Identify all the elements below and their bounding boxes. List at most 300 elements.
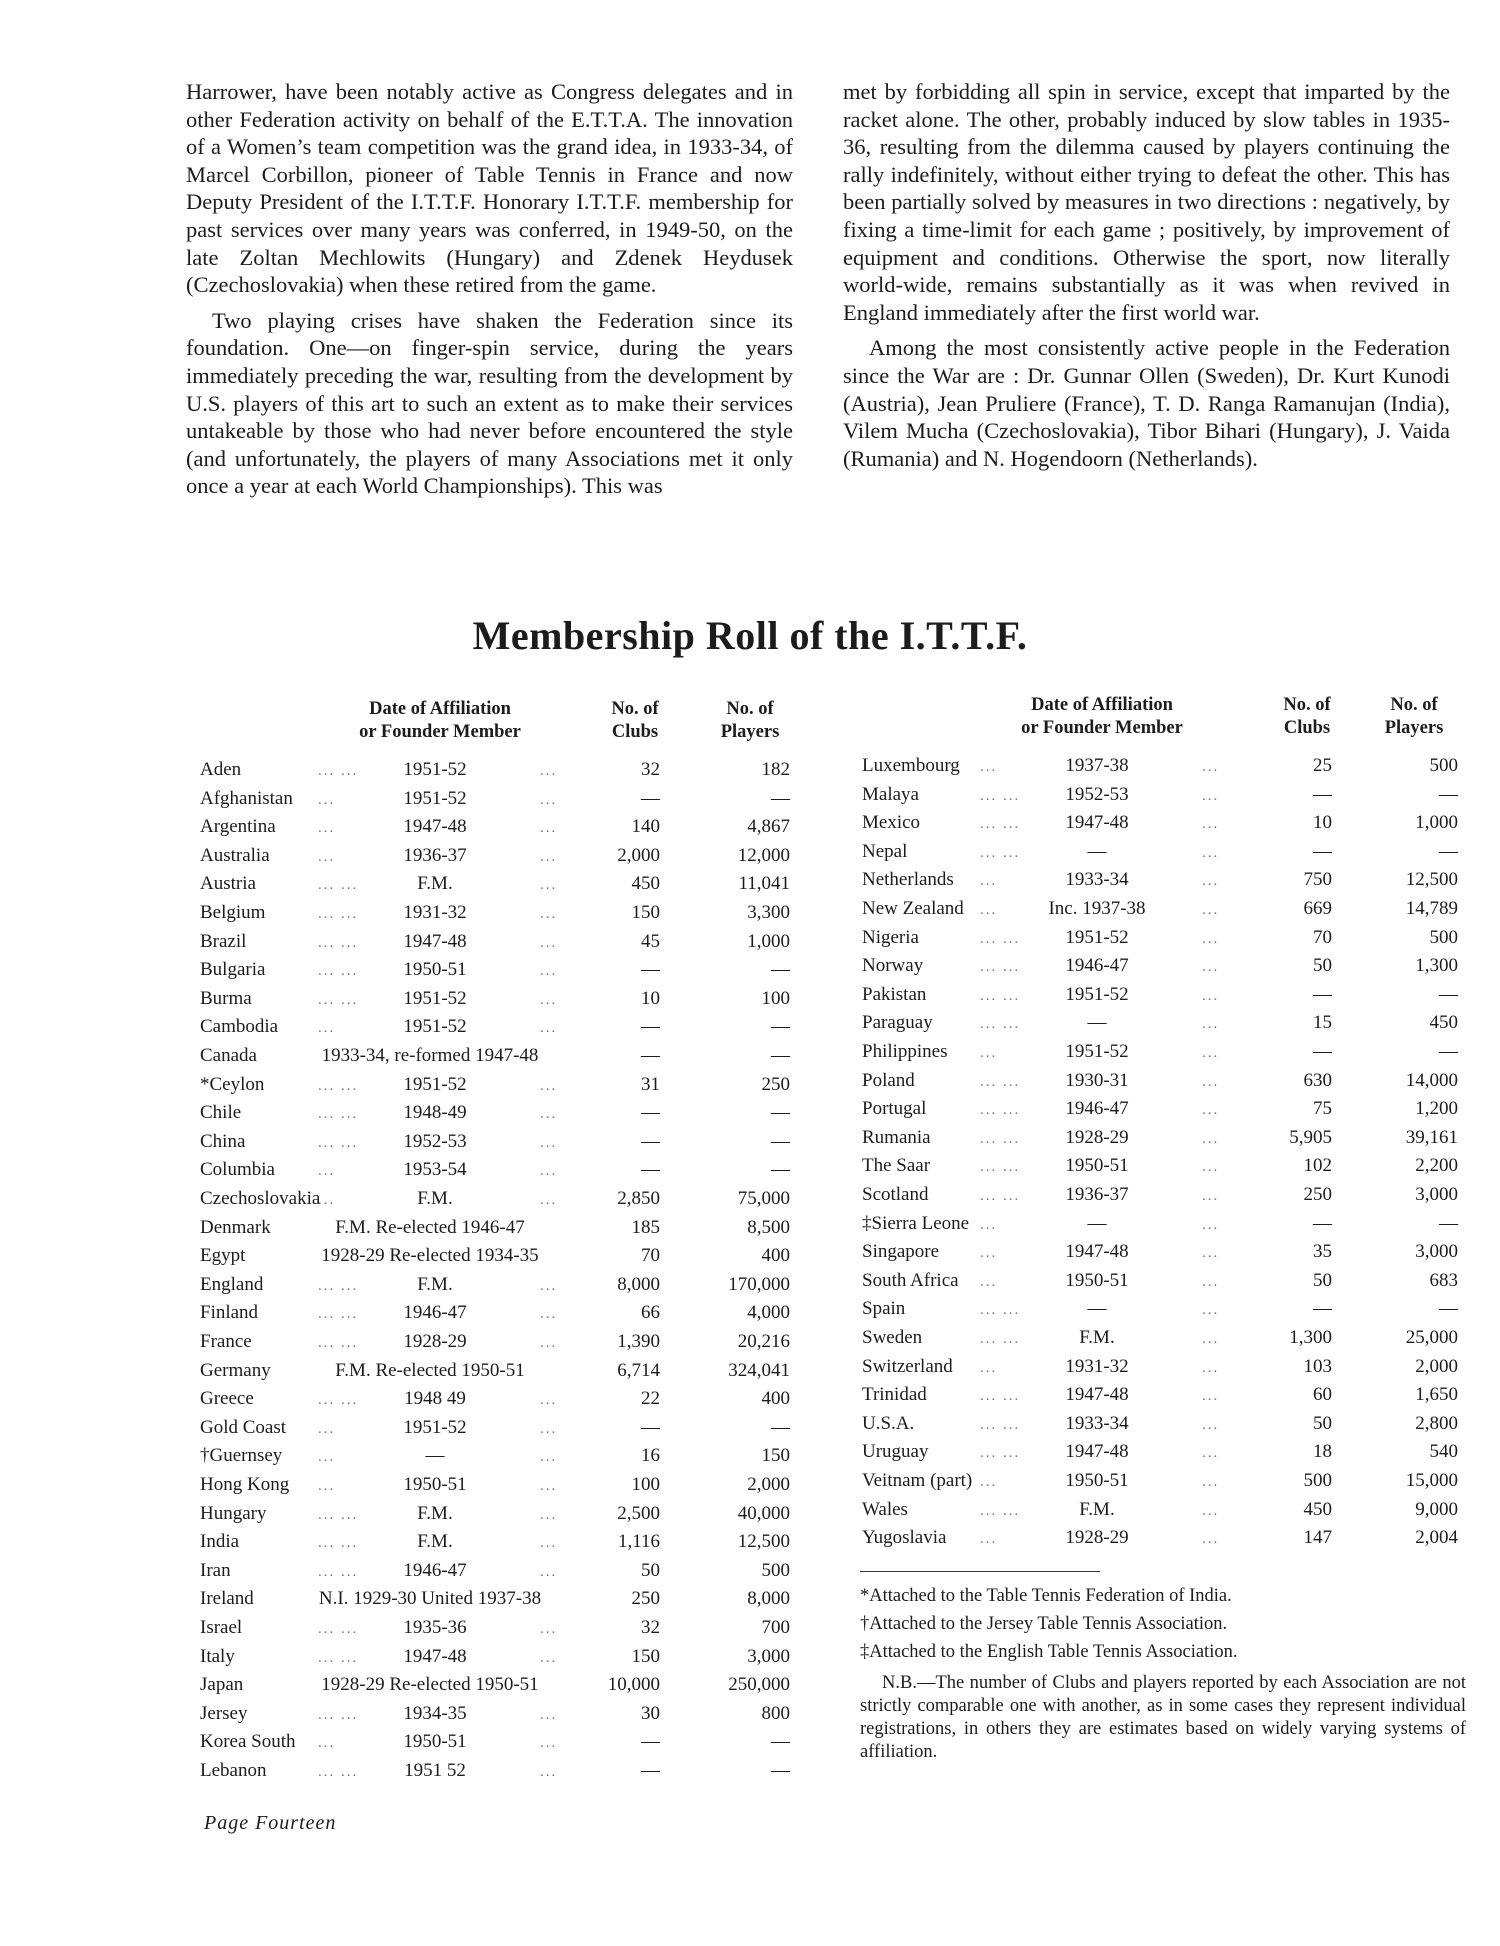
leader-dots: ... (1202, 873, 1220, 890)
leader-dots: ... ... (318, 877, 359, 894)
table-row (200, 1242, 810, 1270)
leader-dots: ... (1202, 1331, 1220, 1347)
players-count: 12,000 (737, 844, 790, 866)
country-name: Czechoslovakia (200, 1188, 321, 1209)
table-row (862, 1381, 1462, 1409)
country-name: Ireland (200, 1588, 254, 1610)
country-name: Korea South (200, 1731, 296, 1753)
country-name: Aden (200, 759, 242, 780)
clubs-count: 15 (1313, 1012, 1332, 1034)
country-name: England (200, 1273, 264, 1295)
table-row (200, 1385, 810, 1413)
players-count: — (771, 1159, 790, 1181)
affiliation-date: 1950-51 (1065, 1269, 1129, 1291)
country-name: The Saar (862, 1155, 931, 1177)
clubs-count: 8,000 (617, 1273, 660, 1295)
clubs-count: 250 (1303, 1184, 1332, 1205)
affiliation-date: 1950-51 (1065, 1155, 1129, 1177)
players-count: 2,800 (1415, 1412, 1458, 1434)
players-count: 700 (761, 1617, 790, 1638)
players-count: 2,004 (1415, 1527, 1458, 1549)
affiliation-date: 1951-52 (403, 987, 467, 1009)
leader-dots: ... (1202, 1045, 1220, 1061)
clubs-count: 2,000 (617, 844, 660, 866)
affiliation-date: 1946-47 (403, 1302, 467, 1324)
affiliation-date: 1951-52 (1065, 983, 1129, 1005)
leader-dots: ... (1202, 902, 1220, 918)
leader-dots: ... ... (980, 1130, 1021, 1147)
affiliation-date: — (1087, 840, 1107, 862)
clubs-count: 2,850 (617, 1188, 660, 1209)
table-row (200, 1185, 810, 1213)
header-players-line1: No. of (1390, 695, 1438, 715)
players-count: 170,000 (728, 1273, 790, 1295)
country-name: Egypt (200, 1245, 246, 1267)
players-count: 15,000 (1405, 1470, 1458, 1491)
clubs-count: — (641, 959, 660, 981)
country-name: Afghanistan (200, 787, 293, 809)
leader-dots: ... (318, 1449, 336, 1466)
leader-dots: ... (540, 934, 558, 951)
leader-dots: ... ... (318, 1621, 359, 1637)
players-count: — (771, 1045, 790, 1066)
leader-dots: ... (1202, 1388, 1220, 1405)
leader-dots: ... (1202, 787, 1220, 804)
affiliation-date: 1951-52 (403, 1016, 467, 1038)
leader-dots: ... (540, 1706, 558, 1723)
clubs-count: 1,300 (1289, 1327, 1332, 1348)
table-row (200, 1271, 810, 1299)
players-count: 14,789 (1405, 898, 1458, 919)
leader-dots: ... (540, 1449, 558, 1466)
clubs-count: 50 (1313, 1269, 1332, 1291)
leader-dots: ... (540, 1764, 558, 1780)
membership-roll-title: Membership Roll of the I.T.T.F. (472, 613, 1028, 658)
clubs-count: — (641, 1416, 660, 1438)
leader-dots: ... (540, 791, 558, 808)
leader-dots: ... ... (980, 1416, 1021, 1433)
players-count: 4,000 (747, 1302, 790, 1324)
country-name: Sweden (862, 1327, 923, 1348)
country-name: Nigeria (862, 926, 919, 948)
leader-dots: ... ... (980, 1188, 1021, 1204)
leader-dots: ... (540, 1134, 558, 1151)
leader-dots: ... (540, 1392, 558, 1409)
affiliation-date: 1951-52 (403, 1416, 467, 1438)
leader-dots: ... ... (980, 1388, 1021, 1405)
players-count: 75,000 (737, 1188, 790, 1209)
affiliation-date: Inc. 1937-38 (1048, 898, 1146, 919)
page-number-label: Page Fourteen (204, 1812, 337, 1834)
players-count: 40,000 (737, 1502, 790, 1524)
leader-dots: ... (1202, 844, 1220, 861)
leader-dots: ... (1202, 1073, 1220, 1090)
clubs-count: 60 (1313, 1384, 1332, 1406)
table-row (862, 1267, 1462, 1295)
footnote-divider (860, 1571, 1100, 1572)
table-row (200, 1728, 810, 1756)
country-name: Lebanon (200, 1760, 267, 1781)
table-row (862, 781, 1462, 809)
leader-dots: ... (318, 1192, 336, 1208)
header-players-line1: No. of (726, 699, 774, 719)
table-row (862, 1324, 1462, 1352)
right-text-column (843, 78, 1450, 480)
clubs-count: 35 (1313, 1241, 1332, 1263)
players-count: 800 (761, 1702, 790, 1724)
table-row (862, 1438, 1462, 1466)
clubs-count: 150 (631, 902, 660, 923)
leader-dots: ... ... (318, 906, 359, 922)
table-row (862, 952, 1462, 980)
affiliation-date: 1934-35 (403, 1702, 467, 1724)
leader-dots: ... (540, 1020, 558, 1037)
players-count: 182 (761, 759, 790, 780)
clubs-count: 150 (631, 1645, 660, 1667)
table-row (200, 1643, 810, 1671)
paragraph: Among the most consistently active people in the Federation since the War are : Dr. Gunnar Ollen (Sweden), Dr. Kurt Kunodi (Austria), Jean Pruliere (France), T. D. Ranga Ramanujan (India), Vilem Mucha (Czechoslovakia), Tibor Bihari (Hungary), J. Vaida (Rumania) and N. Hogendoorn (Netherlands). (843, 335, 1450, 471)
leader-dots: ... (1202, 1159, 1220, 1176)
affiliation-date: 1928-29 (1065, 1527, 1129, 1549)
country-name: U.S.A. (862, 1412, 915, 1434)
table-row (200, 1528, 810, 1556)
affiliation-date: F.M. (417, 1502, 453, 1524)
clubs-count: 25 (1313, 755, 1332, 776)
leader-dots: ... (980, 1531, 998, 1548)
leader-dots: ... (540, 1277, 558, 1294)
affiliation-date: 1947-48 (403, 930, 467, 952)
affiliation-date: 1950-51 (1065, 1470, 1129, 1491)
leader-dots: ... ... (980, 930, 1021, 947)
country-name: Wales (862, 1498, 908, 1520)
country-name: Portugal (862, 1098, 927, 1120)
table-row (200, 1071, 810, 1099)
leader-dots: ... (540, 1335, 558, 1351)
country-name: Italy (200, 1645, 235, 1667)
country-name: Trinidad (862, 1384, 927, 1406)
players-count: 150 (761, 1445, 790, 1467)
header-date (1002, 694, 1202, 740)
affiliation-date: 1931-32 (1065, 1355, 1129, 1377)
leader-dots: ... ... (318, 1335, 359, 1351)
players-count: 400 (761, 1388, 790, 1410)
table-row (862, 1210, 1462, 1238)
table-row (200, 985, 810, 1013)
players-count: 683 (1429, 1269, 1458, 1291)
table-row (200, 899, 810, 927)
clubs-count: 500 (1303, 1470, 1332, 1491)
country-name: South Africa (862, 1269, 959, 1291)
leader-dots: ... (540, 991, 558, 1008)
leader-dots: ... (1202, 1359, 1220, 1376)
table-row (862, 1038, 1462, 1066)
affiliation-date: 1950-51 (403, 1731, 467, 1753)
clubs-count: 32 (641, 1617, 660, 1638)
table-row (200, 1671, 810, 1699)
leader-dots: ... (540, 1563, 558, 1580)
affiliation-date: 1947-48 (403, 816, 467, 838)
players-count: 250 (761, 1073, 790, 1095)
players-count: 100 (761, 987, 790, 1009)
clubs-count: — (641, 1731, 660, 1753)
footnote-guernsey: †Attached to the Jersey Table Tennis Association. (860, 1614, 1228, 1634)
country-name: Germany (200, 1359, 271, 1381)
leader-dots: ... (1202, 1130, 1220, 1147)
leader-dots: ... (540, 820, 558, 837)
players-count: 2,000 (747, 1474, 790, 1495)
leader-dots: ... ... (980, 959, 1021, 976)
players-count: — (771, 1760, 790, 1781)
table-row (862, 1467, 1462, 1495)
players-count: 20,216 (737, 1331, 790, 1352)
leader-dots: ... ... (318, 1134, 359, 1151)
country-name: New Zealand (862, 898, 964, 919)
affiliation-date: 1933-34, re-formed 1947-48 (321, 1045, 539, 1066)
leader-dots: ... ... (980, 787, 1021, 804)
affiliation-date: N.I. 1929-30 United 1937-38 (318, 1588, 542, 1610)
header-players-line2: Players (1384, 718, 1444, 738)
clubs-count: 66 (641, 1302, 660, 1324)
table-row (862, 1238, 1462, 1266)
players-count: — (771, 787, 790, 809)
leader-dots: ... (1202, 1245, 1220, 1262)
table-row (200, 928, 810, 956)
leader-dots: ... (318, 820, 336, 837)
players-count: 3,300 (747, 902, 790, 923)
players-count: 1,000 (1415, 812, 1458, 834)
country-name: Poland (862, 1069, 915, 1091)
affiliation-date: F.M. (1079, 1498, 1115, 1520)
country-name: ‡Sierra Leone (862, 1212, 970, 1234)
clubs-count: 669 (1303, 898, 1332, 919)
country-name: France (200, 1331, 252, 1352)
table-row (862, 1067, 1462, 1095)
leader-dots: ... (980, 1045, 998, 1061)
leader-dots: ... ... (980, 1502, 1021, 1519)
country-name: Pakistan (862, 983, 927, 1005)
clubs-count: 6,714 (617, 1359, 660, 1381)
affiliation-date: 1951-52 (403, 759, 467, 780)
clubs-count: — (641, 787, 660, 809)
country-name: Columbia (200, 1159, 275, 1181)
leader-dots: ... (318, 1420, 336, 1437)
players-count: 4,867 (747, 816, 790, 838)
leader-dots: ... ... (980, 816, 1021, 833)
country-name: India (200, 1531, 240, 1553)
country-name: *Ceylon (200, 1073, 265, 1095)
leader-dots: ... (1202, 1416, 1220, 1433)
country-name: Spain (862, 1298, 906, 1320)
leader-dots: ... (318, 1020, 336, 1037)
table-row (200, 1214, 810, 1242)
affiliation-date: 1933-34 (1065, 869, 1129, 891)
leader-dots: ... (1202, 1502, 1220, 1519)
clubs-count: 32 (641, 759, 660, 780)
country-name: Netherlands (862, 869, 954, 891)
leader-dots: ... (318, 1735, 336, 1752)
country-name: Burma (200, 987, 252, 1009)
players-count: — (771, 1130, 790, 1152)
table-row (862, 866, 1462, 894)
players-count: 1,000 (747, 930, 790, 952)
affiliation-date: F.M. (1079, 1327, 1115, 1348)
country-name: Hong Kong (200, 1474, 290, 1495)
players-count: 450 (1429, 1012, 1458, 1034)
clubs-count: — (641, 1159, 660, 1181)
leader-dots: ... (1202, 1102, 1220, 1119)
clubs-count: 31 (641, 1073, 660, 1095)
leader-dots: ... ... (318, 934, 359, 951)
players-count: — (771, 1731, 790, 1753)
clubs-count: — (641, 1760, 660, 1781)
affiliation-date: 1950-51 (403, 1474, 467, 1495)
clubs-count: 1,116 (617, 1531, 660, 1553)
country-name: Japan (200, 1674, 244, 1696)
leader-dots: ... ... (318, 1306, 359, 1323)
header-date (340, 698, 540, 744)
affiliation-date: F.M. (417, 1273, 453, 1295)
players-count: 540 (1429, 1441, 1458, 1463)
leader-dots: ... (540, 763, 558, 779)
clubs-count: 100 (631, 1474, 660, 1495)
players-count: — (771, 1102, 790, 1124)
leader-dots: ... ... (318, 1706, 359, 1723)
affiliation-date: 1947-48 (1065, 1384, 1129, 1406)
header-players (1374, 694, 1454, 740)
table-row (862, 1496, 1462, 1524)
country-name: Israel (200, 1617, 243, 1638)
clubs-count: 30 (641, 1702, 660, 1724)
players-count: 8,000 (747, 1588, 790, 1610)
affiliation-date: 1948-49 (403, 1102, 467, 1124)
affiliation-date: F.M. (417, 1188, 453, 1209)
leader-dots: ... ... (980, 844, 1021, 861)
leader-dots: ... (540, 1735, 558, 1752)
players-count: 39,161 (1405, 1126, 1458, 1148)
table-row (862, 1524, 1462, 1552)
table-row (200, 1099, 810, 1127)
header-clubs-line2: Clubs (1283, 718, 1331, 738)
leader-dots: ... ... (318, 1506, 359, 1523)
header-date-line2: or Founder Member (359, 722, 521, 742)
table-row (200, 1328, 810, 1356)
affiliation-date: F.M. Re-elected 1950-51 (335, 1359, 525, 1381)
affiliation-date: — (1087, 1012, 1107, 1034)
clubs-count: 18 (1313, 1441, 1332, 1463)
leader-dots: ... ... (980, 1159, 1021, 1176)
table-row (200, 1128, 810, 1156)
table-row (200, 956, 810, 984)
players-count: 500 (761, 1559, 790, 1581)
players-count: — (771, 1016, 790, 1038)
table-row (862, 1295, 1462, 1323)
players-count: 9,000 (1415, 1498, 1458, 1520)
table-row (200, 756, 810, 784)
footnote-ceylon: *Attached to the Table Tennis Federation of India. (860, 1586, 1232, 1606)
affiliation-date: 1951-52 (1065, 1041, 1129, 1062)
clubs-count: 16 (641, 1445, 660, 1467)
leader-dots: ... ... (318, 1392, 359, 1409)
table-row (862, 895, 1462, 923)
paragraph: Harrower, have been notably active as Congress delegates and in other Federation activity on behalf of the E.T.T.A. The innovation of a Women’s team competition was the grand idea, in 1933-34, of Marcel Corbillon, pioneer of Table Tennis in France and now Deputy President of the I.T.T.F. Honorary I.T.T.F. membership for past services over many years was conferred, in 1949-50, on the late Zoltan Mechlowits (Hungary) and Zdenek Heydusek (Czechoslovakia) when these retired from the game. (186, 79, 793, 298)
leader-dots: ... (1202, 1474, 1220, 1490)
clubs-count: 75 (1313, 1098, 1332, 1120)
header-clubs (1272, 694, 1342, 740)
leader-dots: ... (540, 1077, 558, 1094)
clubs-count: 50 (1313, 955, 1332, 977)
table-row (200, 870, 810, 898)
table-row (200, 1757, 810, 1785)
clubs-count: 450 (631, 873, 660, 895)
leader-dots: ... ... (980, 1302, 1021, 1319)
clubs-count: 185 (631, 1216, 660, 1238)
country-name: Iran (200, 1559, 231, 1581)
country-name: Philippines (862, 1041, 948, 1062)
country-name: Malaya (862, 783, 919, 805)
clubs-count: — (641, 1130, 660, 1152)
table-row (200, 1414, 810, 1442)
paragraph: Two playing crises have shaken the Federation since its foundation. One—on finger-spin service, during the years immediately preceding the war, resulting from the development by U.S. players of this art to such an extent as to make their services untakeable by those who had never before encountered the style (and unfortunately, the players of many Associations met it only once a year at each World Championships). This was (186, 307, 793, 499)
players-count: 1,200 (1415, 1098, 1458, 1120)
affiliation-date: 1951-52 (403, 1073, 467, 1095)
clubs-count: — (1313, 983, 1332, 1005)
country-name: Paraguay (862, 1012, 933, 1034)
table-row (200, 1442, 810, 1470)
affiliation-date: 1946-47 (403, 1559, 467, 1581)
table-row (200, 785, 810, 813)
clubs-count: 102 (1303, 1155, 1332, 1177)
table-row (200, 1614, 810, 1642)
players-count: 8,500 (747, 1216, 790, 1238)
leader-dots: ... (540, 1192, 558, 1208)
leader-dots: ... (540, 1106, 558, 1123)
table-row (862, 752, 1462, 780)
header-clubs-line2: Clubs (611, 722, 659, 742)
players-count: 3,000 (1415, 1184, 1458, 1205)
affiliation-date: 1952-53 (1065, 783, 1129, 805)
leader-dots: ... (540, 1163, 558, 1180)
table-row (200, 1013, 810, 1041)
country-name: Denmark (200, 1216, 271, 1238)
affiliation-date: 1928-29 (1065, 1126, 1129, 1148)
country-name: Mexico (862, 812, 921, 834)
affiliation-date: F.M. (417, 1531, 453, 1553)
header-players-line2: Players (720, 722, 780, 742)
table-row (862, 838, 1462, 866)
affiliation-date: 1951 52 (404, 1760, 466, 1781)
leader-dots: ... (540, 1535, 558, 1552)
affiliation-date: 1935-36 (403, 1617, 467, 1638)
header-players (710, 698, 790, 744)
leader-dots: ... (318, 791, 336, 808)
clubs-count: 147 (1303, 1527, 1332, 1549)
leader-dots: ... ... (318, 1535, 359, 1552)
players-count: 3,000 (1415, 1241, 1458, 1263)
players-count: — (1439, 1298, 1458, 1320)
players-count: 1,650 (1415, 1384, 1458, 1406)
leader-dots: ... ... (318, 1106, 359, 1123)
table-row (200, 1585, 810, 1613)
country-name: Luxembourg (862, 755, 960, 776)
affiliation-date: F.M. Re-elected 1946-47 (335, 1216, 525, 1238)
header-clubs-line1: No. of (611, 699, 659, 719)
clubs-count: 140 (631, 816, 660, 838)
leader-dots: ... (980, 1273, 998, 1290)
country-name: Austria (200, 873, 256, 895)
clubs-count: 103 (1303, 1355, 1332, 1377)
players-count: 2,000 (1415, 1355, 1458, 1377)
players-count: 324,041 (728, 1359, 790, 1381)
